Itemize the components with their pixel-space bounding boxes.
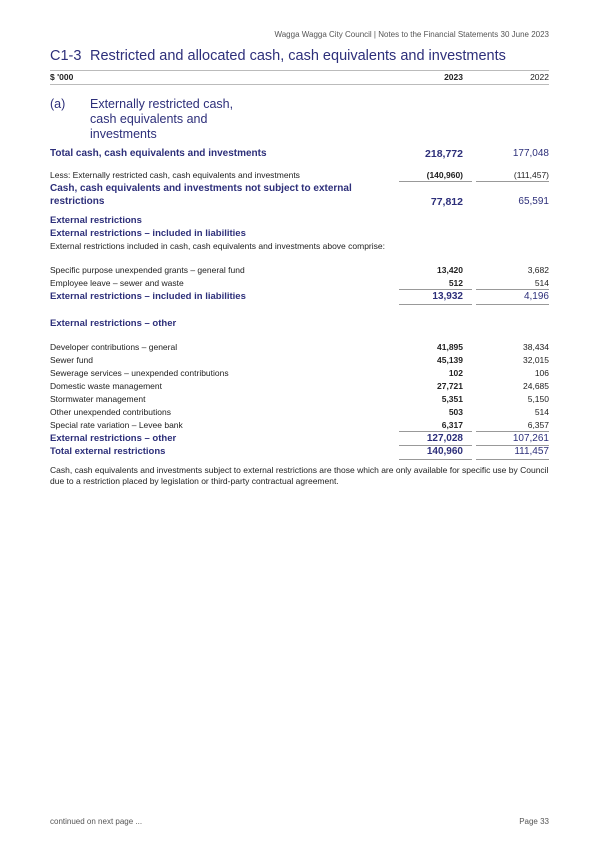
value-2022: 514 <box>534 278 549 288</box>
value-2023: 5,351 <box>441 394 463 404</box>
value-2022: 111,457 <box>514 446 549 457</box>
table-row <box>50 265 549 279</box>
not-subject-row <box>50 196 549 210</box>
row-label: Sewerage services – unexpended contributions <box>50 368 229 378</box>
external-restrictions-heading: External restrictions <box>50 215 142 226</box>
value-2022: 65,591 <box>518 196 549 207</box>
value-2022: 106 <box>534 368 549 378</box>
grand-total-row <box>50 446 549 460</box>
value-2023: 27,721 <box>437 381 463 391</box>
underline <box>399 459 472 460</box>
col-header-2023: 2023 <box>444 72 463 82</box>
underline <box>399 304 472 305</box>
value-2023: 41,895 <box>437 342 463 352</box>
row-label: Domestic waste management <box>50 381 162 391</box>
other-heading: External restrictions – other <box>50 318 177 329</box>
table-row <box>50 368 549 382</box>
total-cash-row <box>50 148 549 162</box>
row-label: restrictions <box>50 196 105 207</box>
row-label: Stormwater management <box>50 394 146 404</box>
value-2023: 77,812 <box>430 196 463 208</box>
column-rule <box>50 84 549 85</box>
value-2022: 24,685 <box>523 381 549 391</box>
value-2022: 107,261 <box>512 433 549 444</box>
underline <box>476 304 549 305</box>
value-2022: 32,015 <box>523 355 549 365</box>
liabilities-heading: External restrictions – included in liabilities <box>50 228 246 239</box>
underline <box>399 289 472 290</box>
value-2022: 4,196 <box>523 291 549 302</box>
underline <box>476 181 549 182</box>
page-number: Page 33 <box>519 817 549 826</box>
not-subject-label-line1: Cash, cash equivalents and investments not subject to external <box>50 183 352 194</box>
value-2022: 6,357 <box>527 420 549 430</box>
subsection-label: (a) <box>50 97 66 111</box>
value-2023: (140,960) <box>426 170 463 180</box>
value-2022: 3,682 <box>527 265 549 275</box>
note-paragraph: Cash, cash equivalents and investments subject to external restrictions are those which are only available for specific use by Council due to a restriction placed by legislation or third-party contractual agreement. <box>50 465 549 486</box>
value-2023: 503 <box>448 407 463 417</box>
table-row <box>50 407 549 421</box>
intro-text: External restrictions included in cash, cash equivalents and investments above comprise: <box>50 241 385 251</box>
underline <box>476 431 549 432</box>
value-2023: 13,932 <box>432 291 463 302</box>
value-2022: (111,457) <box>513 170 549 180</box>
value-2022: 5,150 <box>527 394 549 404</box>
row-label: Less: Externally restricted cash, cash equivalents and investments <box>50 170 300 180</box>
table-row <box>50 278 549 292</box>
table-row <box>50 394 549 408</box>
row-label: Sewer fund <box>50 355 93 365</box>
value-2023: 102 <box>448 368 463 378</box>
row-label: Developer contributions – general <box>50 342 178 352</box>
underline <box>476 289 549 290</box>
row-label: Employee leave – sewer and waste <box>50 278 184 288</box>
value-2023: 127,028 <box>426 433 463 444</box>
row-label: Total cash, cash equivalents and investments <box>50 148 267 159</box>
value-2022: 514 <box>534 407 549 417</box>
row-label: Total external restrictions <box>50 446 166 457</box>
underline <box>476 459 549 460</box>
table-row <box>50 420 549 434</box>
section-title: Restricted and allocated cash, cash equivalents and investments <box>90 48 506 64</box>
row-label: External restrictions – other <box>50 433 177 444</box>
unit-header: $ '000 <box>50 72 74 82</box>
page-header: Wagga Wagga City Council | Notes to the Financial Statements 30 June 2023 <box>274 30 549 39</box>
underline <box>399 181 472 182</box>
row-label: External restrictions – included in liabilities <box>50 291 246 302</box>
table-row <box>50 342 549 356</box>
value-2022: 177,048 <box>512 148 549 159</box>
row-label: Special rate variation – Levee bank <box>50 420 183 430</box>
section-code: C1-3 <box>50 48 82 64</box>
continued-note: continued on next page ... <box>50 817 143 826</box>
table-row <box>50 355 549 369</box>
subsection-title: Externally restricted cash, cash equivalents and investments <box>90 97 234 141</box>
value-2023: 13,420 <box>437 265 463 275</box>
header-rule <box>50 70 549 71</box>
value-2023: 6,317 <box>441 420 463 430</box>
less-restricted-row <box>50 170 549 184</box>
other-total-row <box>50 433 549 447</box>
col-header-2022: 2022 <box>530 72 549 82</box>
row-label: Other unexpended contributions <box>50 407 171 417</box>
value-2022: 38,434 <box>523 342 549 352</box>
underline <box>399 431 472 432</box>
value-2023: 218,772 <box>425 148 463 160</box>
value-2023: 45,139 <box>437 355 463 365</box>
table-row <box>50 381 549 395</box>
value-2023: 512 <box>448 278 463 288</box>
row-label: Specific purpose unexpended grants – general fund <box>50 265 245 275</box>
value-2023: 140,960 <box>426 446 463 457</box>
liabilities-total-row <box>50 291 549 305</box>
